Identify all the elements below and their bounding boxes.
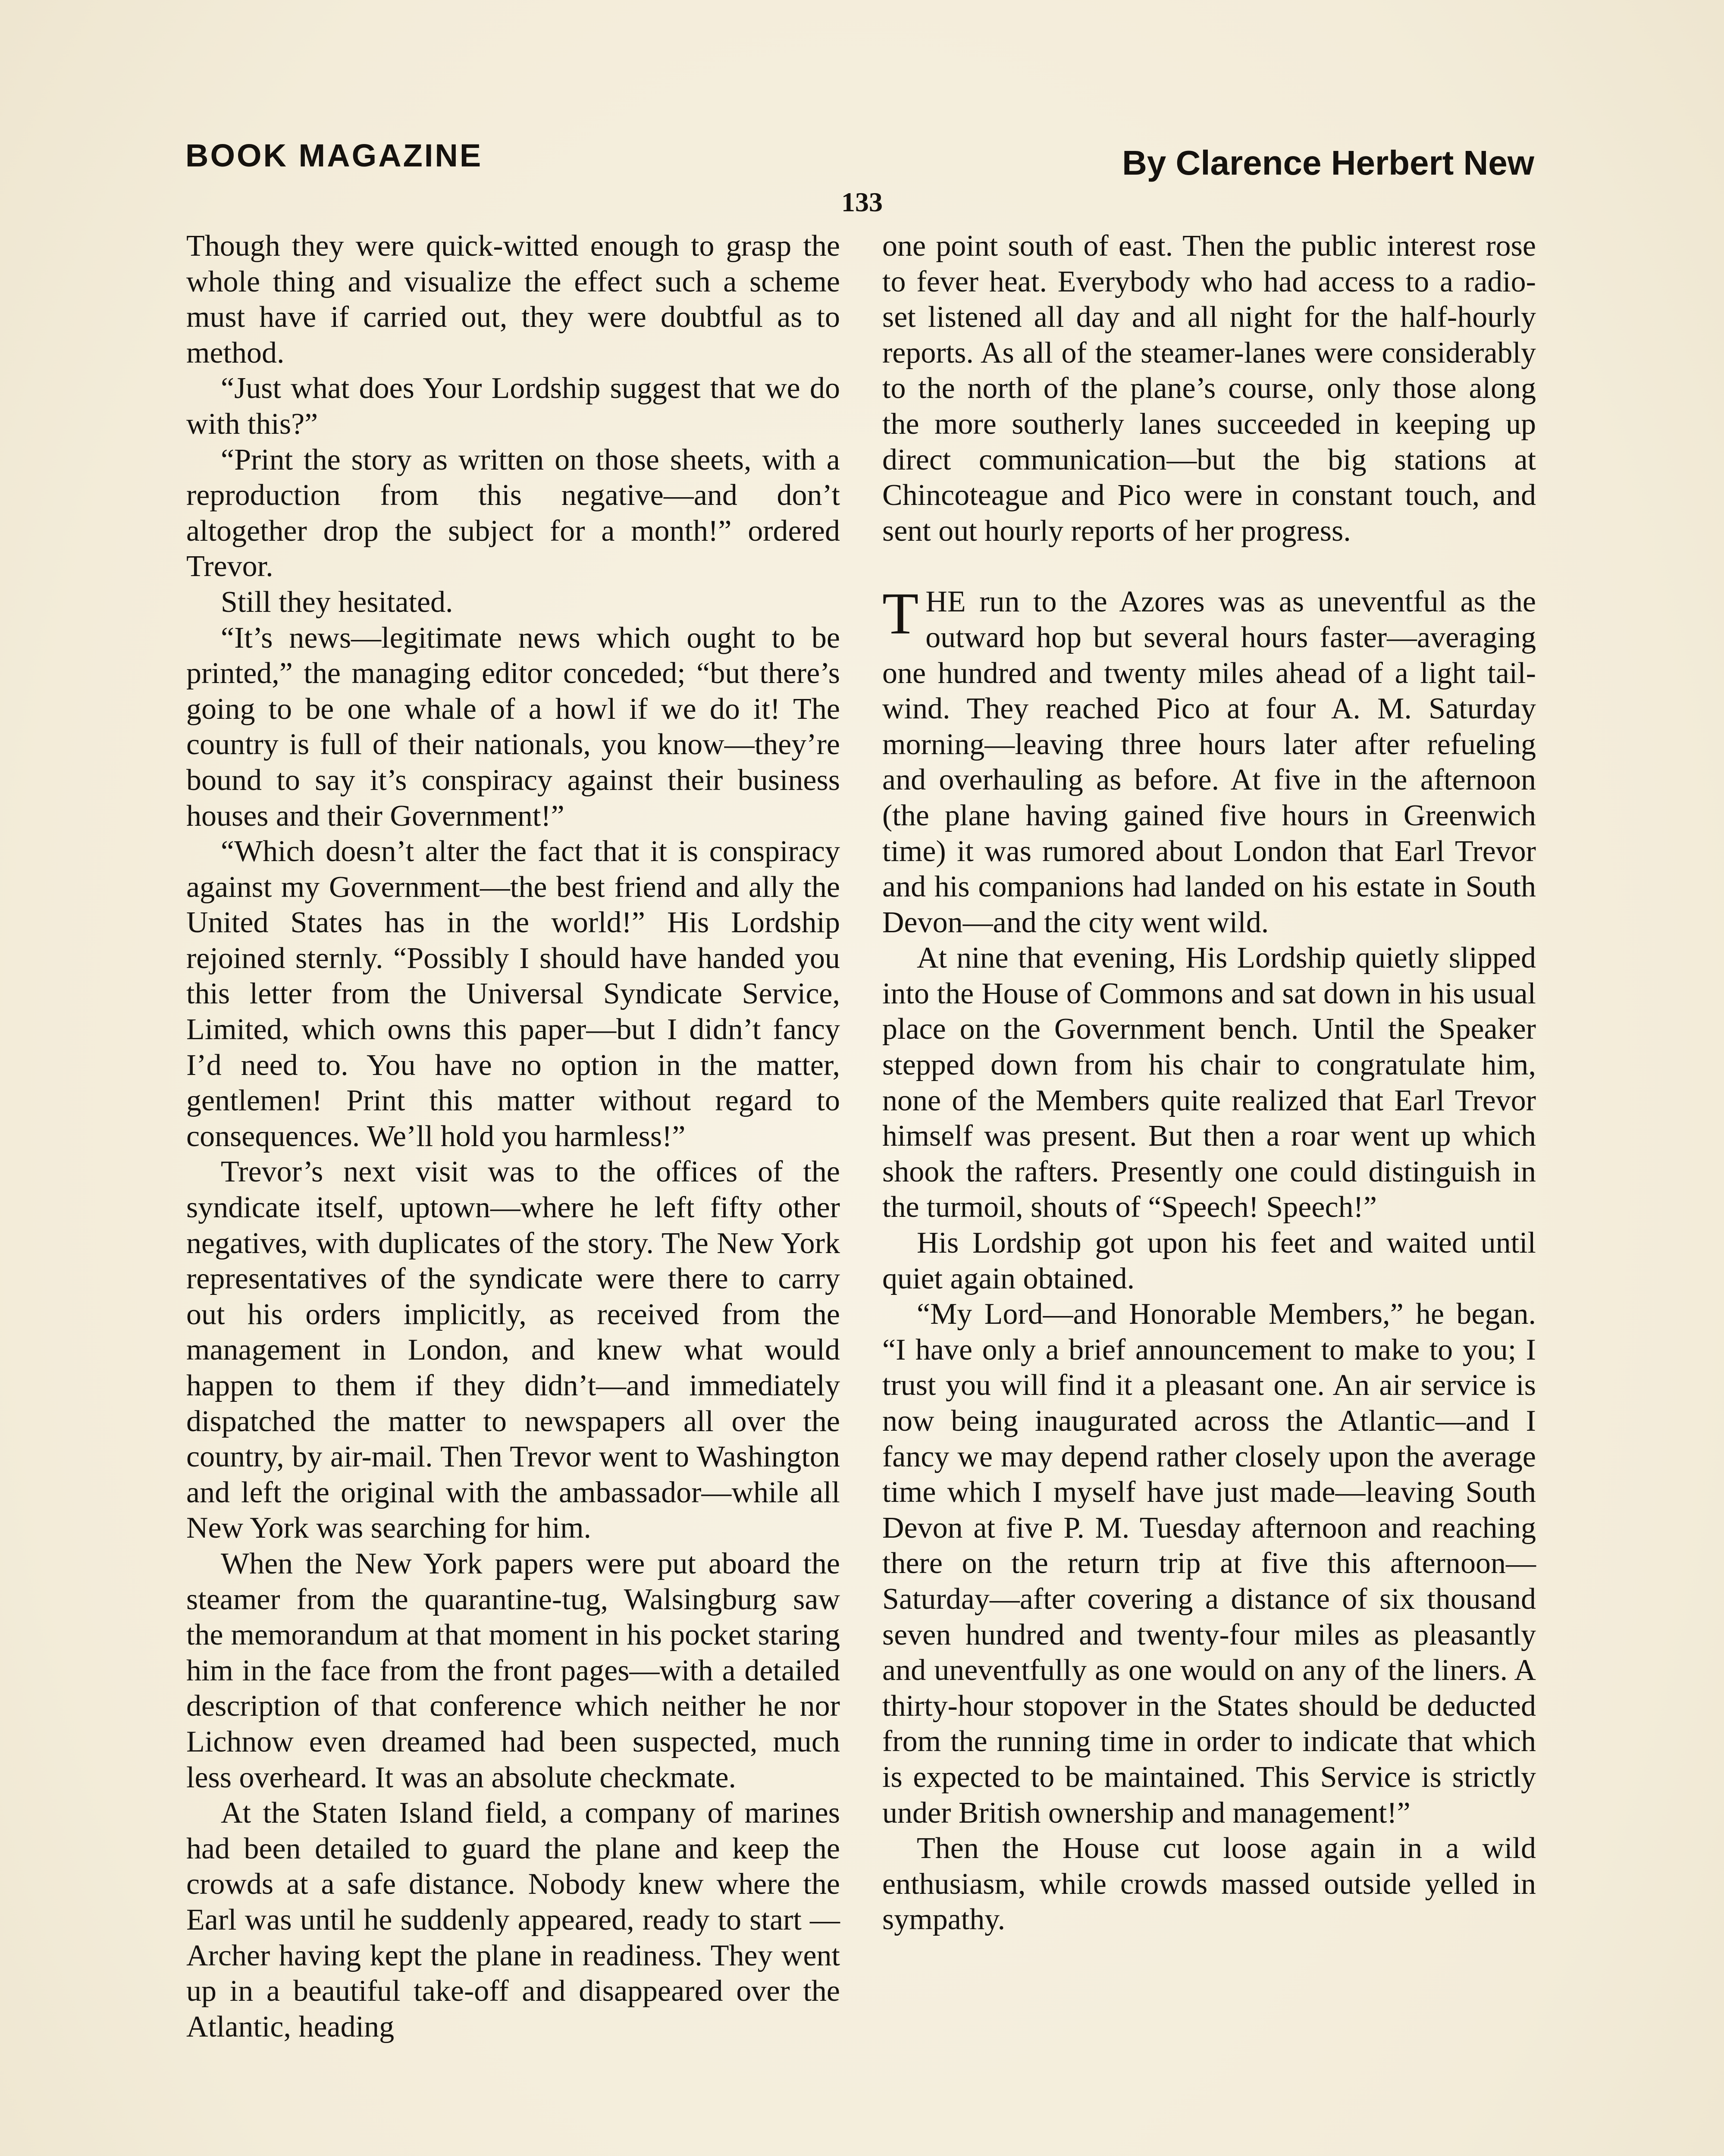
paragraph: His Lordship got upon his feet and waited until quiet again obtained. (882, 1226, 1536, 1295)
magazine-title: BOOK MAGAZINE (185, 138, 483, 173)
right-column (882, 229, 1536, 1938)
paragraph: Trevor’s next visit was to the offices of the syndicate itself, uptown—where he left fifty other negatives, with duplicates of the story. The New York representatives of the syndicate were there to carry out his orders implicitly, as received from the management in London, and knew what would happen to them if they didn’t—and immediately dispatched the matter to newspapers all over the country, by air-mail. Then Trevor went to Washington and left the original with the ambassador—while all New York was searching for him. (186, 1155, 840, 1545)
page-number: 133 (841, 187, 883, 217)
section-opening-text: HE run to the Azores was as uneventful as the outward hop but several hours faster—averaging one hundred and twenty miles ahead of a light tail-wind. They reached Pico at four A. M. Saturday morning—leaving three hours later after refueling and overhauling as before. At five in the afternoon (the plane having gained five hours in Greenwich time) it was rumored about London that Earl Trevor and his companions had landed on his estate in South Devon—and the city went wild. (882, 585, 1536, 939)
section-opening-paragraph (882, 580, 1536, 940)
paragraph: “Print the story as written on those sheets, with a reproduction from this negative—and don’t altogether drop the subject for a month!” ordered Trevor. (186, 443, 840, 583)
drop-cap: T (882, 580, 919, 647)
left-column (186, 229, 840, 2045)
paragraph: Still they hesitated. (221, 585, 453, 619)
paragraph: “Which doesn’t alter the fact that it is conspiracy against my Government—the best friend and ally the United States has in the world!” His Lordship rejoined sternly. “Possibly I should have handed you this letter from the Universal Syndicate Service, Limited, which owns this paper—but I didn’t fancy I’d need to. You have no option in the matter, gentlemen! Print this matter without regard to consequences. We’ll hold you harmless!” (186, 835, 840, 1153)
paragraph: Then the House cut loose again in a wild enthusiasm, while crowds massed outside yelled in sympathy. (882, 1832, 1536, 1937)
paragraph: When the New York papers were put aboard the steamer from the quarantine-tug, Walsingburg saw the memorandum at that moment in his pocket staring him in the face from the front pages—with a detailed description of that conference which neither he nor Lichnow even dreamed had been suspected, much less overheard. It was an absolute checkmate. (186, 1547, 840, 1794)
paragraph: “My Lord—and Honorable Members,” he began. “I have only a brief announcement to make to you; I trust you will find it a pleasant one. An air service is now being inaugurated across the Atlantic—and I fancy we may depend rather closely upon the average time which I myself have just made—leaving South Devon at five P. M. Tuesday afternoon and reaching there on the return trip at five this afternoon—Saturday—after covering a distance of six thousand seven hundred and twenty-four miles as pleasantly and uneventfully as one would on any of the liners. A thirty-hour stopover in the States should be deducted from the running time in order to indicate that which is expected to be maintained. This Service is strictly under British ownership and management!” (882, 1297, 1536, 1830)
paragraph: one point south of east. Then the public interest rose to fever heat. Everybody who had access to a radio-set listened all day and all night for the half-hourly reports. As all of the steamer-lanes were considerably to the north of the plane’s course, only those along the more southerly lanes succeeded in keeping up direct communication—but the big stations at Chincoteague and Pico were in constant touch, and sent out hourly reports of her progress. (882, 229, 1536, 548)
paragraph: “It’s news—legitimate news which ought to be printed,” the managing editor conceded; “but there’s going to be one whale of a howl if we do it! The country is full of their nationals, you know—they’re bound to say it’s conspiracy against their business houses and their Government!” (186, 621, 840, 833)
paragraph: “Just what does Your Lordship suggest that we do with this?” (186, 372, 840, 441)
author-byline: By Clarence Herbert New (1122, 144, 1534, 182)
section-break (882, 549, 1536, 584)
paragraph: At the Staten Island field, a company of marines had been detailed to guard the plane and keep the crowds at a safe distance. Nobody knew where the Earl was until he suddenly appeared, ready to start —Archer having kept the plane in readiness. They went up in a beautiful take-off and disappeared over the Atlantic, heading (186, 1796, 840, 2043)
paragraph: At nine that evening, His Lordship quietly slipped into the House of Commons and sat down in his usual place on the Government bench. Until the Speaker stepped down from his chair to congratulate him, none of the Members quite realized that Earl Trevor himself was present. But then a roar went up which shook the rafters. Presently one could distinguish in the turmoil, shouts of “Speech! Speech!” (882, 941, 1536, 1224)
paragraph: Though they were quick-witted enough to grasp the whole thing and visualize the effect such a scheme must have if carried out, they were doubtful as to method. (186, 229, 840, 370)
